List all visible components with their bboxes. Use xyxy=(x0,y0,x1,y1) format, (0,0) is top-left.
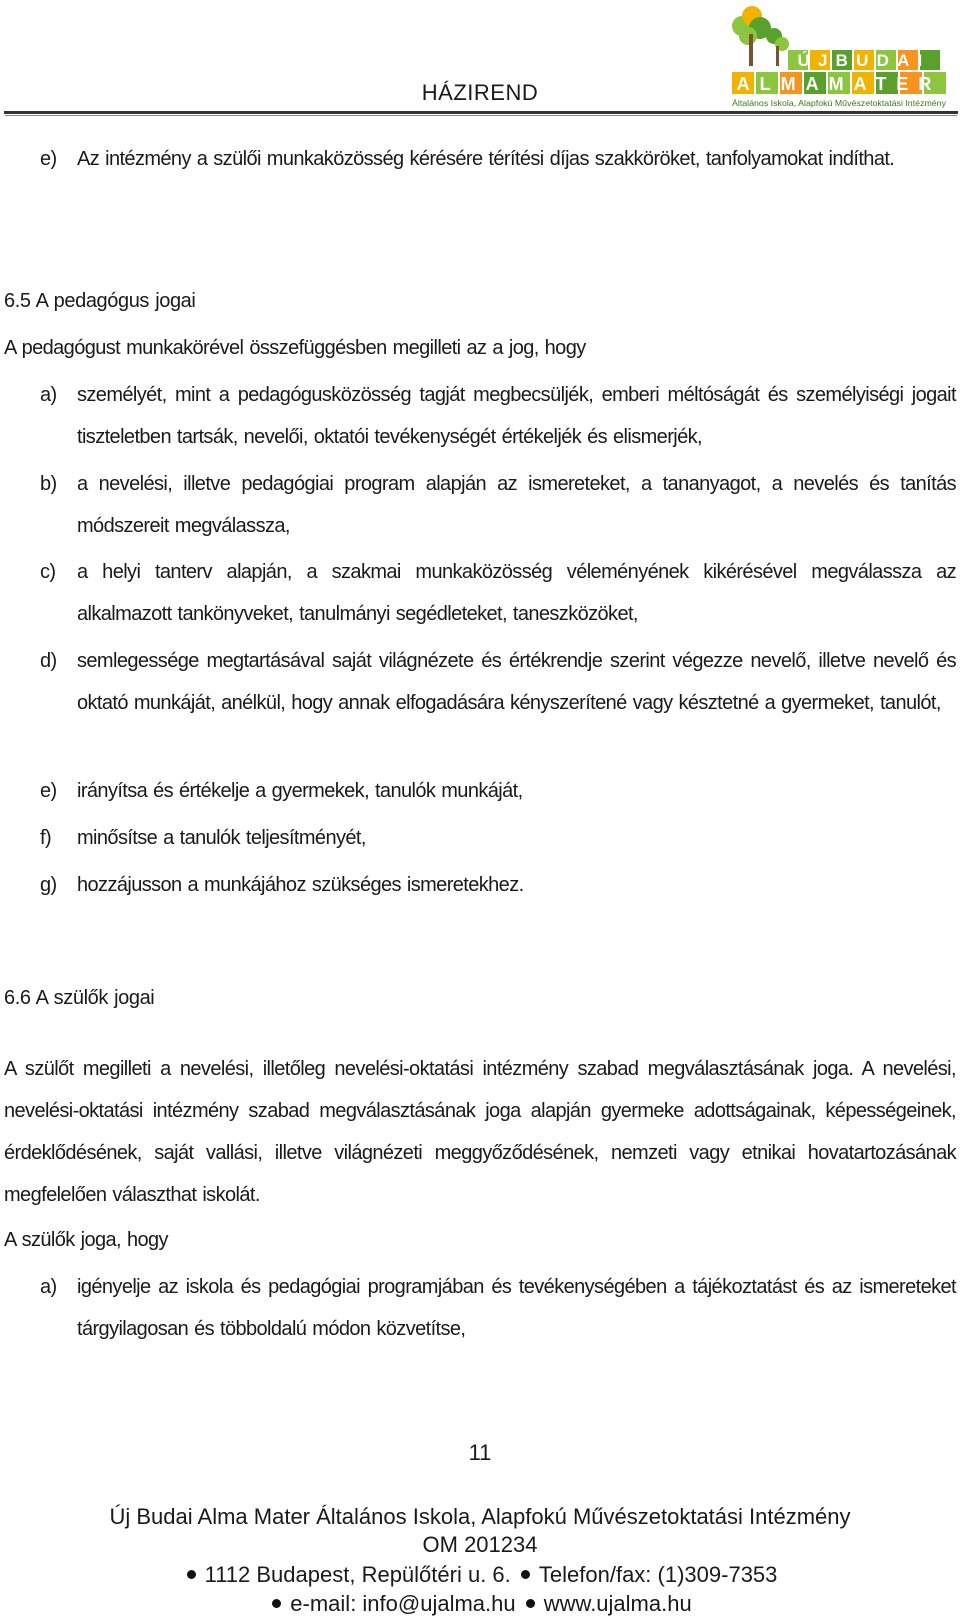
section-heading: 6.5 A pedagógus jogai xyxy=(4,290,196,312)
list-item xyxy=(40,138,956,180)
item-letter: f) xyxy=(40,827,52,849)
footer-email[interactable]: e-mail: info@ujalma.hu xyxy=(290,1591,516,1616)
footer-web-line xyxy=(0,1589,960,1619)
list-item xyxy=(40,640,956,724)
item-text: semlegessége megtartásával saját világnézete és értékrendje szerint végezze nevelő, illetve nevelő és oktató munkáját, anélkül, hogy annak elfogadására kényszerítené vagy késztetné a gyermeket, tanulót, xyxy=(77,650,956,714)
item-text: Az intézmény a szülői munkaközösség kérésére térítési díjas szakköröket, tanfolyamokat indíthat. xyxy=(77,148,895,170)
logo-line1: ÚJBUDAI xyxy=(797,51,931,70)
logo-line2: ALMAMATER xyxy=(736,74,942,94)
item-letter: e) xyxy=(40,780,57,802)
bullet-icon xyxy=(272,1599,281,1608)
list-item xyxy=(40,817,956,859)
footer-contact-line xyxy=(0,1560,960,1590)
item-text: igényelje az iskola és pedagógiai programjában és tevékenységében a tájékoztatást és az ismereteket tárgyilagosan és többoldalú módon közvetítse, xyxy=(77,1276,956,1340)
logo-tagline: Általános Iskola, Alapfokú Művészetoktatási Intézmény xyxy=(732,98,947,108)
list-item xyxy=(40,551,956,635)
item-text: a nevelési, illetve pedagógiai program alapján az ismereteket, a tananyagot, a nevelés és tanítás módszereit megválassza, xyxy=(77,473,956,537)
footer-website[interactable]: www.ujalma.hu xyxy=(543,1591,692,1616)
item-text: minősítse a tanulók teljesítményét, xyxy=(77,827,366,849)
tree-icon xyxy=(732,6,789,66)
list-item xyxy=(40,864,956,906)
list-item xyxy=(40,1266,956,1350)
item-letter: c) xyxy=(40,561,56,583)
list-item xyxy=(40,374,956,458)
item-text: személyét, mint a pedagógusközösség tagját megbecsüljék, emberi méltóságát és személyiségi jogait tiszteletben tartsák, nevelői, oktatói tevékenységét értékeljék és elismerjék, xyxy=(77,384,956,448)
bullet-icon xyxy=(187,1570,196,1579)
section-paragraph: A szülőt megilleti a nevelési, illetőleg nevelési-oktatási intézmény szabad megválasztásának joga. A nevelési, nevelési-oktatási intézmény szabad megválasztásának joga alapján gyermeke adottságainak, képességeinek, érdeklődésének, saját vallási, illetve világnézeti meggyőződésének, nemzeti vagy etnikai hovatartozásának megfelelően választhat iskolát. xyxy=(4,1058,956,1206)
footer-phone: Telefon/fax: (1)309-7353 xyxy=(538,1562,778,1587)
header-divider xyxy=(4,111,958,114)
item-text: a helyi tanterv alapján, a szakmai munkaközösség véleményének kikérésével megválassza az alkalmazott tankönyveket, tanulmányi segédleteket, taneszközöket, xyxy=(77,561,956,625)
bullet-icon xyxy=(526,1599,535,1608)
item-letter: a) xyxy=(40,1276,57,1298)
section-lead: A szülők joga, hogy xyxy=(4,1229,168,1251)
footer-institution: Új Budai Alma Mater Általános Iskola, Alapfokú Művészetoktatási Intézmény xyxy=(109,1504,851,1529)
item-letter: g) xyxy=(40,874,57,896)
footer-om: OM 201234 xyxy=(422,1532,538,1557)
section-heading: 6.6 A szülők jogai xyxy=(4,987,155,1009)
item-letter: e) xyxy=(40,148,57,170)
item-letter: d) xyxy=(40,650,57,672)
page-number: 11 xyxy=(468,1440,492,1465)
list-item xyxy=(40,770,956,812)
item-text: irányítsa és értékelje a gyermekek, tanulók munkáját, xyxy=(77,780,523,802)
item-letter: b) xyxy=(40,473,57,495)
item-letter: a) xyxy=(40,384,57,406)
list-item xyxy=(40,463,956,547)
document-title: HÁZIREND xyxy=(421,80,539,105)
footer-address: 1112 Budapest, Repülőtéri u. 6. xyxy=(204,1562,511,1587)
item-text: hozzájusson a munkájához szükséges ismeretekhez. xyxy=(77,874,524,896)
section-lead: A pedagógust munkakörével összefüggésben megilleti az a jog, hogy xyxy=(4,337,586,359)
bullet-icon xyxy=(521,1570,530,1579)
